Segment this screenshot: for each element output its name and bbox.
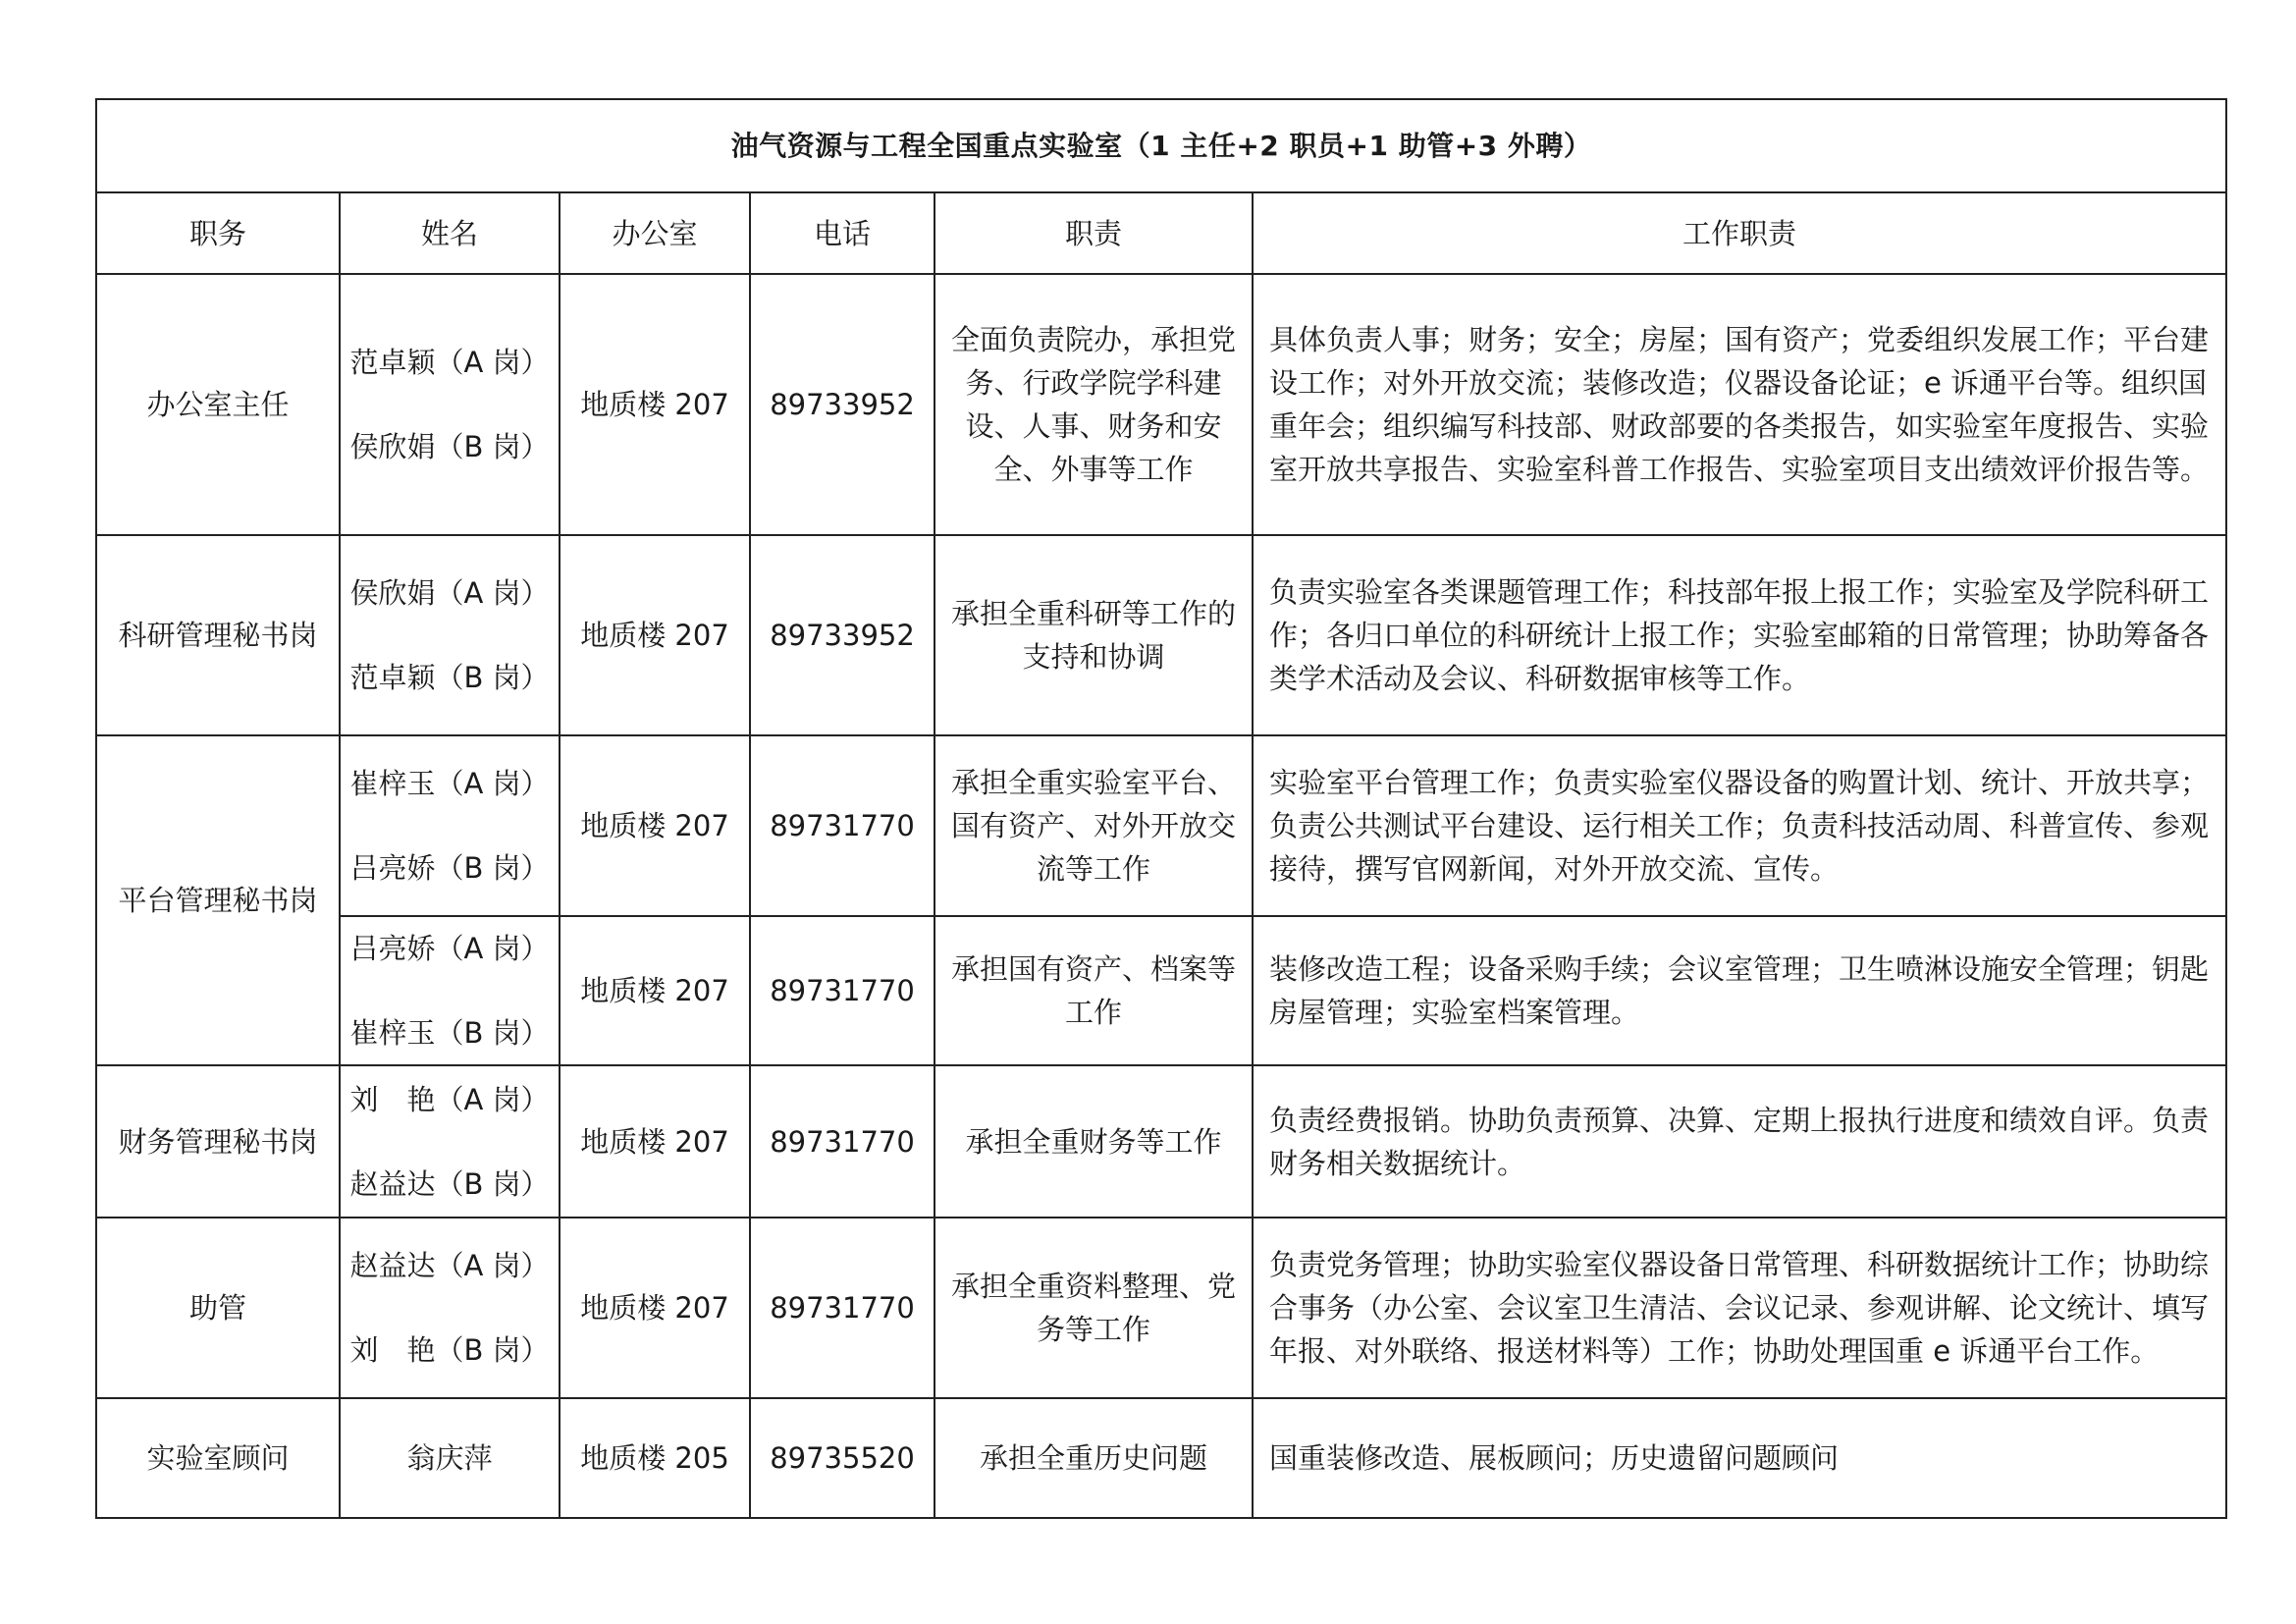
header-office: 办公室	[560, 192, 750, 274]
cell-names	[340, 1065, 560, 1218]
cell-phone: 89733952	[750, 274, 934, 535]
person-name: 范卓颖（B 岗）	[349, 661, 550, 694]
cell-phone: 89733952	[750, 535, 934, 735]
cell-position: 实验室顾问	[96, 1398, 340, 1518]
person-name: 范卓颖（A 岗）	[349, 346, 550, 379]
cell-responsibility: 承担全重实验室平台、国有资产、对外开放交流等工作	[934, 735, 1253, 916]
cell-position: 助管	[96, 1218, 340, 1398]
table-row	[96, 1398, 2226, 1518]
cell-office: 地质楼 207	[560, 274, 750, 535]
cell-phone: 89735520	[750, 1398, 934, 1518]
table-row	[96, 735, 2226, 916]
cell-duties: 具体负责人事；财务；安全；房屋；国有资产；党委组织发展工作；平台建设工作；对外开放交流；装修改造；仪器设备论证；e 诉通平台等。组织国重年会；组织编写科技部、财政部要的各类报告，如实验室年度报告、实验室开放共享报告、实验室科普工作报告、实验室项目支出绩效评价报告等。	[1253, 274, 2226, 535]
cell-office: 地质楼 207	[560, 1065, 750, 1218]
cell-responsibility: 承担国有资产、档案等工作	[934, 916, 1253, 1065]
header-phone: 电话	[750, 192, 934, 274]
cell-office: 地质楼 207	[560, 735, 750, 916]
cell-office: 地质楼 207	[560, 535, 750, 735]
title-row	[96, 99, 2226, 192]
person-name: 侯欣娟（A 岗）	[349, 576, 550, 610]
cell-names	[340, 1218, 560, 1398]
cell-responsibility: 全面负责院办，承担党务、行政学院学科建设、人事、财务和安全、外事等工作	[934, 274, 1253, 535]
header-name: 姓名	[340, 192, 560, 274]
cell-duties: 负责经费报销。协助负责预算、决算、定期上报执行进度和绩效自评。负责财务相关数据统计。	[1253, 1065, 2226, 1218]
header-row	[96, 192, 2226, 274]
table-row	[96, 1065, 2226, 1218]
person-name: 崔梓玉（A 岗）	[349, 767, 550, 800]
cell-names	[340, 735, 560, 916]
cell-duties: 负责党务管理；协助实验室仪器设备日常管理、科研数据统计工作；协助综合事务（办公室、会议室卫生清洁、会议记录、参观讲解、论文统计、填写年报、对外联络、报送材料等）工作；协助处理国重 e 诉通平台工作。	[1253, 1218, 2226, 1398]
cell-names	[340, 274, 560, 535]
cell-duties: 负责实验室各类课题管理工作；科技部年报上报工作；实验室及学院科研工作；各归口单位的科研统计上报工作；实验室邮箱的日常管理；协助筹备各类学术活动及会议、科研数据审核等工作。	[1253, 535, 2226, 735]
cell-office: 地质楼 205	[560, 1398, 750, 1518]
cell-position: 科研管理秘书岗	[96, 535, 340, 735]
cell-office: 地质楼 207	[560, 916, 750, 1065]
header-duties: 工作职责	[1253, 192, 2226, 274]
cell-duties: 装修改造工程；设备采购手续；会议室管理；卫生喷淋设施安全管理；钥匙房屋管理；实验室档案管理。	[1253, 916, 2226, 1065]
cell-responsibility: 承担全重历史问题	[934, 1398, 1253, 1518]
cell-names	[340, 535, 560, 735]
person-name: 吕亮娇（A 岗）	[349, 932, 550, 965]
cell-phone: 89731770	[750, 916, 934, 1065]
cell-position: 财务管理秘书岗	[96, 1065, 340, 1218]
header-position: 职务	[96, 192, 340, 274]
cell-position: 办公室主任	[96, 274, 340, 535]
cell-phone: 89731770	[750, 1065, 934, 1218]
person-name: 侯欣娟（B 岗）	[349, 430, 550, 463]
cell-responsibility: 承担全重科研等工作的支持和协调	[934, 535, 1253, 735]
cell-names: 翁庆萍	[340, 1398, 560, 1518]
table-row	[96, 535, 2226, 735]
staff-table-page	[95, 98, 2225, 1519]
cell-position: 平台管理秘书岗	[96, 735, 340, 1065]
cell-phone: 89731770	[750, 735, 934, 916]
person-name: 吕亮娇（B 岗）	[349, 851, 550, 885]
table-row	[96, 916, 2226, 1065]
person-name: 赵益达（B 岗）	[349, 1166, 550, 1201]
cell-duties: 国重装修改造、展板顾问；历史遗留问题顾问	[1253, 1398, 2226, 1518]
cell-responsibility: 承担全重财务等工作	[934, 1065, 1253, 1218]
person-name: 刘 艳（A 岗）	[349, 1082, 550, 1116]
cell-responsibility: 承担全重资料整理、党务等工作	[934, 1218, 1253, 1398]
person-name: 崔梓玉（B 岗）	[349, 1016, 550, 1050]
staff-table	[95, 98, 2227, 1519]
table-title: 油气资源与工程全国重点实验室（1 主任+2 职员+1 助管+3 外聘）	[96, 99, 2226, 192]
table-row	[96, 274, 2226, 535]
person-name: 刘 艳（B 岗）	[349, 1333, 550, 1367]
cell-office: 地质楼 207	[560, 1218, 750, 1398]
table-row	[96, 1218, 2226, 1398]
cell-duties: 实验室平台管理工作；负责实验室仪器设备的购置计划、统计、开放共享；负责公共测试平台建设、运行相关工作；负责科技活动周、科普宣传、参观接待，撰写官网新闻，对外开放交流、宣传。	[1253, 735, 2226, 916]
header-responsibility: 职责	[934, 192, 1253, 274]
cell-names	[340, 916, 560, 1065]
person-name: 赵益达（A 岗）	[349, 1249, 550, 1282]
cell-phone: 89731770	[750, 1218, 934, 1398]
